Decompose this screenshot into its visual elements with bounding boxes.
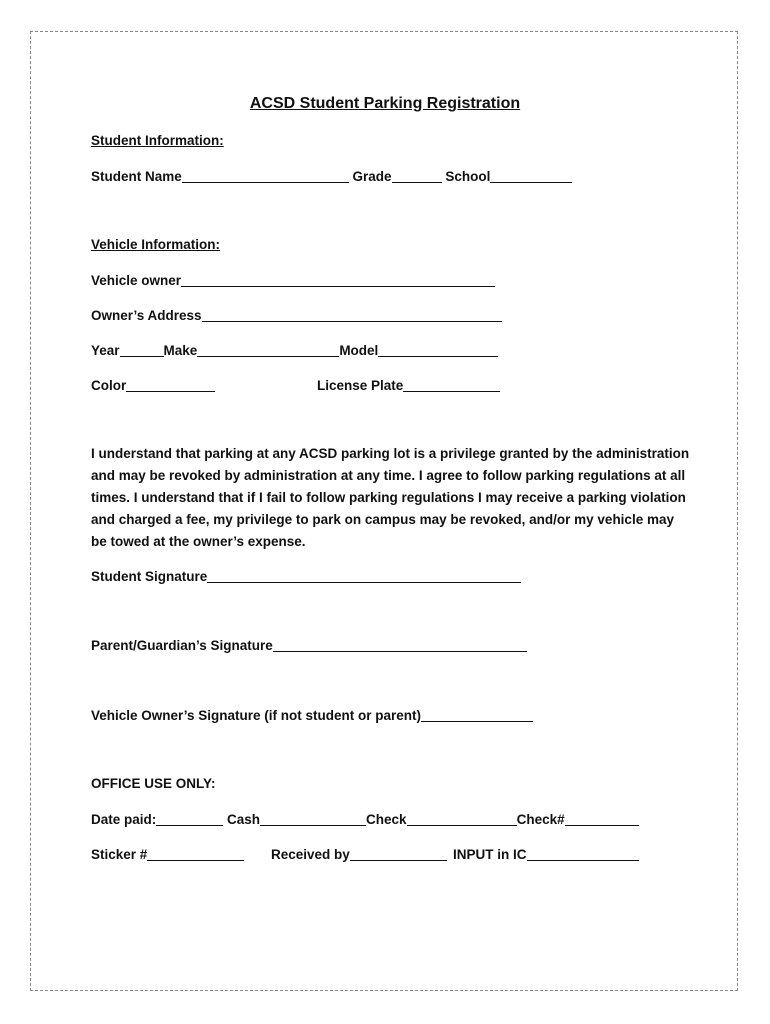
vehicle-owner-row — [91, 272, 495, 288]
student-row — [91, 168, 572, 184]
year-label: Year — [91, 343, 120, 358]
student-signature-field[interactable] — [207, 568, 521, 583]
agreement-text: I understand that parking at any ACSD parking lot is a privilege granted by the administration and may be revoked by administration at any time. I agree to follow parking regulations at all times. I understand that if I fail to follow parking regulations I may receive a parking violation and charged a fee, my privilege to park on campus may be revoked, and/or my vehicle may be towed at the owner’s expense. — [91, 446, 690, 549]
grade-field[interactable] — [392, 168, 442, 183]
student-info-heading: Student Information: — [91, 133, 224, 148]
check-number-field[interactable] — [565, 811, 639, 826]
sticker-label: Sticker # — [91, 847, 148, 862]
school-label: School — [445, 169, 491, 184]
input-in-ic-field[interactable] — [527, 846, 639, 861]
check-field[interactable] — [407, 811, 517, 826]
school-field[interactable] — [490, 168, 572, 183]
vehicle-owner-label: Vehicle owner — [91, 273, 182, 288]
student-name-field[interactable] — [182, 168, 349, 183]
plate-row — [317, 377, 500, 393]
received-by-label: Received by — [271, 847, 350, 862]
grade-label: Grade — [352, 169, 392, 184]
model-label: Model — [339, 343, 379, 358]
input-in-ic-label: INPUT in IC — [453, 847, 527, 862]
input-ic-row — [453, 846, 639, 862]
color-label: Color — [91, 378, 127, 393]
owner-address-label: Owner’s Address — [91, 308, 202, 323]
color-field[interactable] — [126, 377, 215, 392]
received-by-field[interactable] — [350, 846, 447, 861]
parent-signature-row — [91, 637, 527, 653]
vehicle-info-heading: Vehicle Information: — [91, 237, 221, 252]
student-signature-row — [91, 568, 521, 584]
make-field[interactable] — [197, 342, 339, 357]
form-title: ACSD Student Parking Registration — [249, 95, 521, 112]
year-field[interactable] — [120, 342, 164, 357]
cash-label: Cash — [227, 812, 261, 827]
parent-signature-label: Parent/Guardian’s Signature — [91, 638, 273, 653]
owner-signature-field[interactable] — [421, 707, 533, 722]
received-row — [271, 846, 447, 862]
student-signature-label: Student Signature — [91, 569, 208, 584]
office-use-heading: OFFICE USE ONLY: — [91, 776, 216, 791]
date-paid-label: Date paid: — [91, 812, 157, 827]
date-paid-field[interactable] — [156, 811, 223, 826]
vehicle-owner-field[interactable] — [181, 272, 495, 287]
check-number-label: Check# — [516, 812, 565, 827]
make-label: Make — [163, 343, 198, 358]
parent-signature-field[interactable] — [273, 637, 527, 652]
owner-address-row — [91, 307, 502, 323]
year-make-model-row — [91, 342, 498, 358]
payment-row — [91, 811, 639, 827]
sticker-row — [91, 846, 244, 862]
check-label: Check — [366, 812, 407, 827]
license-plate-label: License Plate — [317, 378, 404, 393]
license-plate-field[interactable] — [403, 377, 500, 392]
owner-signature-row — [91, 707, 533, 723]
owner-signature-label: Vehicle Owner’s Signature (if not student or parent) — [91, 708, 422, 723]
sticker-field[interactable] — [147, 846, 244, 861]
student-name-label: Student Name — [91, 169, 182, 184]
cash-field[interactable] — [260, 811, 366, 826]
owner-address-field[interactable] — [202, 307, 502, 322]
color-row — [91, 377, 215, 393]
model-field[interactable] — [378, 342, 498, 357]
